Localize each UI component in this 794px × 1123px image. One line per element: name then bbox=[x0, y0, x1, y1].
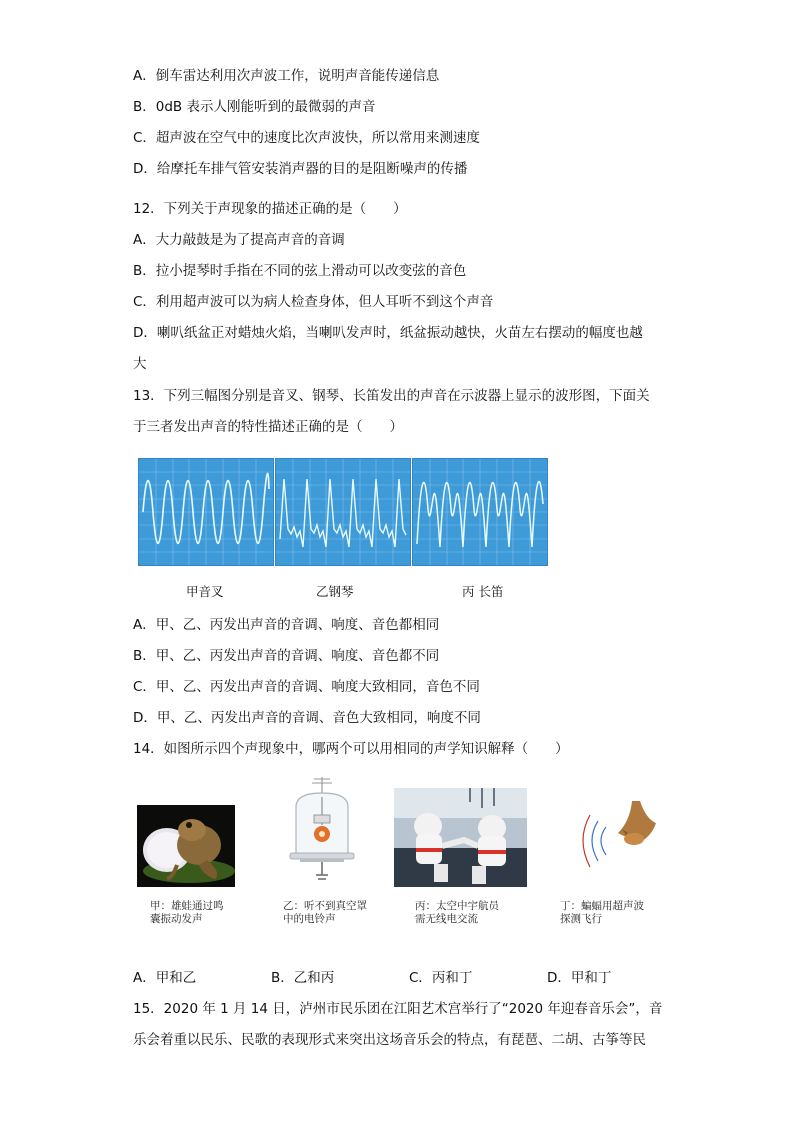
q14-caption-bat: 丁：蝙蝠用超声波 探测飞行 bbox=[560, 900, 644, 925]
q14-option-a: A．甲和乙 bbox=[133, 970, 197, 986]
q13-option-b: B．甲、乙、丙发出声音的音调、响度、音色都不同 bbox=[133, 648, 440, 664]
q13-option-a: A．甲、乙、丙发出声音的音调、响度、音色都相同 bbox=[133, 617, 440, 633]
waveform-caption-tuning-fork: 甲音叉 bbox=[186, 584, 224, 599]
q13-option-d: D．甲、乙、丙发出声音的音调、音色大致相同，响度不同 bbox=[133, 710, 481, 726]
q15-line1: 15．2020 年 1 月 14 日，泸州市民乐团在江阳艺术宫举行了“2020 年迎春音乐会”，音 bbox=[133, 1001, 663, 1017]
astronauts-graphic bbox=[394, 788, 527, 887]
q14-caption-frog: 甲：雄蛙通过鸣 囊振动发声 bbox=[150, 900, 224, 925]
q11-option-b: B．0dB 表示人刚能听到的最微弱的声音 bbox=[133, 99, 376, 115]
q12-option-b: B．拉小提琴时手指在不同的弦上滑动可以改变弦的音色 bbox=[133, 263, 467, 279]
waveform-piano-graphic bbox=[276, 459, 410, 565]
frog-graphic bbox=[137, 805, 235, 887]
bell-jar-graphic bbox=[286, 775, 358, 887]
q15-line2: 乐会着重以民乐、民歌的表现形式来突出这场音乐会的特点，有琵琶、二胡、古筝等民 bbox=[133, 1032, 646, 1048]
q14-caption-astronauts: 丙：太空中宇航员 需无线电交流 bbox=[415, 900, 499, 925]
q13-option-c: C．甲、乙、丙发出声音的音调、响度大致相同，音色不同 bbox=[133, 679, 480, 695]
q13-stem-line1: 13．下列三幅图分别是音叉、钢琴、长笛发出的声音在示波器上显示的波形图，下面关 bbox=[133, 388, 650, 404]
waveform-caption-piano: 乙钢琴 bbox=[316, 584, 354, 599]
frog-image bbox=[137, 805, 235, 887]
waveform-tuning-fork-graphic bbox=[139, 459, 273, 565]
waveform-caption-flute: 丙 长笛 bbox=[462, 584, 504, 599]
q13-stem-line2: 于三者发出声音的特性描述正确的是（ ） bbox=[133, 419, 403, 435]
q12-option-c: C．利用超声波可以为病人检查身体，但人耳听不到这个声音 bbox=[133, 294, 494, 310]
q12-option-a: A．大力敲鼓是为了提高声音的音调 bbox=[133, 232, 345, 248]
q11-option-a: A．倒车雷达利用次声波工作，说明声音能传递信息 bbox=[133, 68, 440, 84]
q14-caption-bell-jar: 乙：听不到真空罩 中的电铃声 bbox=[283, 900, 367, 925]
q12-stem: 12．下列关于声现象的描述正确的是（ ） bbox=[133, 201, 407, 217]
bat-image bbox=[572, 795, 658, 885]
waveform-tuning-fork bbox=[138, 458, 274, 566]
bell-jar-image bbox=[286, 775, 358, 887]
q12-option-d-continued: 大 bbox=[133, 356, 147, 372]
q14-option-b: B．乙和丙 bbox=[271, 970, 335, 986]
q14-stem: 14．如图所示四个声现象中，哪两个可以用相同的声学知识解释（ ） bbox=[133, 741, 569, 757]
waveform-flute bbox=[412, 458, 548, 566]
q11-option-c: C．超声波在空气中的速度比次声波快，所以常用来测速度 bbox=[133, 130, 480, 146]
waveform-flute-graphic bbox=[413, 459, 547, 565]
q14-option-c: C．丙和丁 bbox=[409, 970, 473, 986]
q11-option-d: D．给摩托车排气管安装消声器的目的是阻断噪声的传播 bbox=[133, 161, 468, 177]
astronauts-image bbox=[394, 788, 527, 887]
q12-option-d: D．喇叭纸盆正对蜡烛火焰，当喇叭发声时，纸盆振动越快，火苗左右摆动的幅度也越 bbox=[133, 325, 643, 341]
bat-graphic bbox=[572, 795, 658, 885]
q14-option-d: D．甲和丁 bbox=[547, 970, 612, 986]
waveform-piano bbox=[275, 458, 411, 566]
